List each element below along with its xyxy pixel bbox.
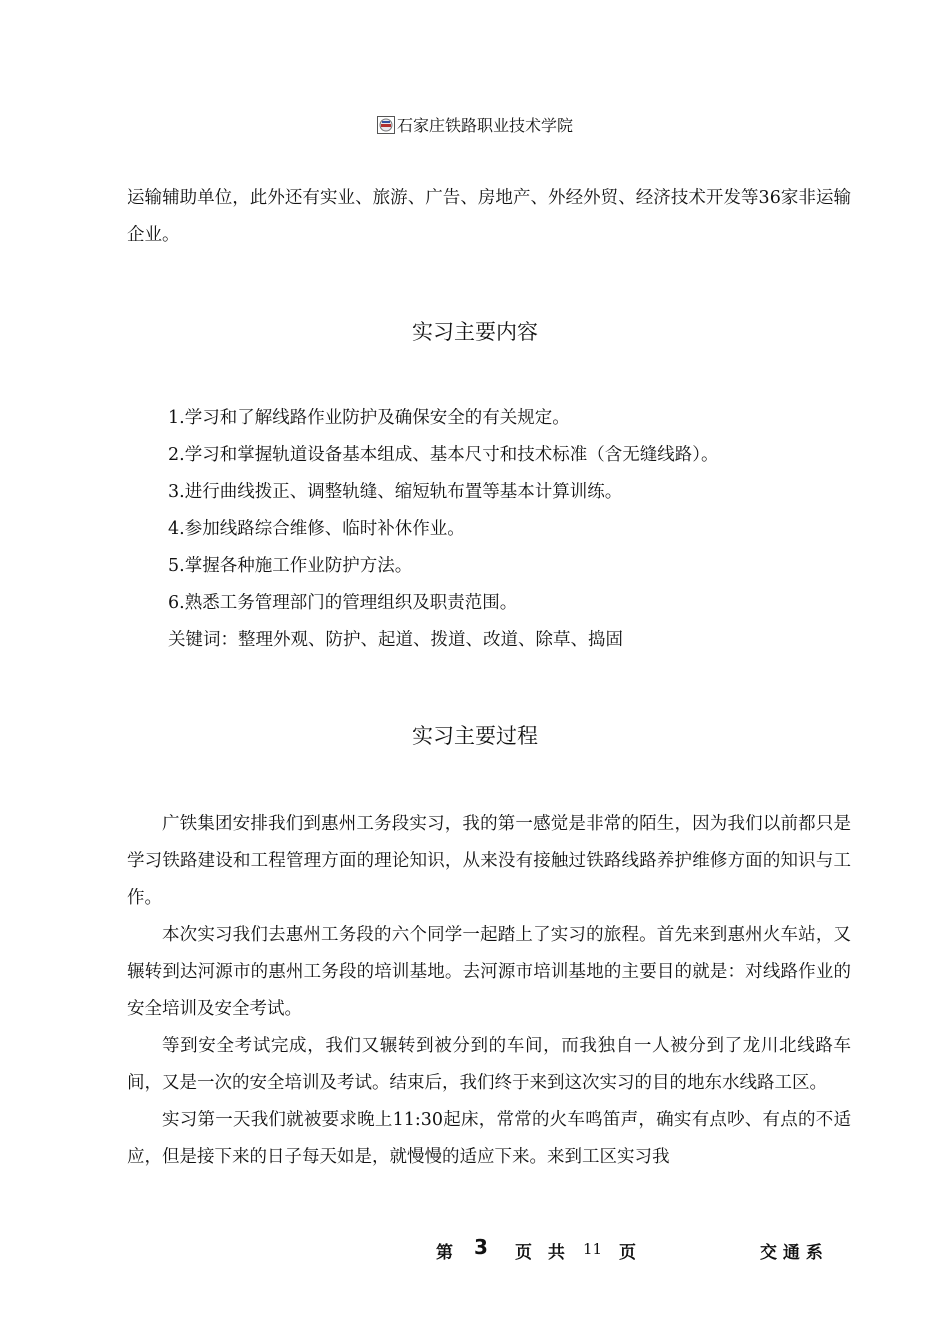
footer-ye-gong: 页 共	[515, 1243, 565, 1263]
total-pages: 11	[583, 1240, 603, 1258]
intro-paragraph: 运输辅助单位，此外还有实业、旅游、广告、房地产、外经外贸、经济技术开发等36家非运输企业。	[127, 188, 851, 245]
school-name: 石家庄铁路职业技术学院	[396, 116, 573, 135]
footer-di: 第	[436, 1243, 453, 1263]
paragraph: 本次实习我们去惠州工务段的六个同学一起踏上了实习的旅程。首先来到惠州火车站，又辗转到达河源市的惠州工务段的培训基地。去河源市培训基地的主要目的就是：对线路作业的安全培训及安全考试。	[127, 925, 851, 1019]
list-item: 1.学习和了解线路作业防护及确保安全的有关规定。	[168, 408, 570, 428]
list-item: 6.熟悉工务管理部门的管理组织及职责范围。	[168, 593, 518, 613]
school-logo-icon	[377, 116, 395, 134]
page-header	[0, 113, 950, 136]
list-item: 3.进行曲线拨正、调整轨缝、缩短轨布置等基本计算训练。	[168, 482, 623, 502]
page-footer	[0, 1235, 950, 1268]
process-text	[127, 806, 851, 1176]
page-number: 3	[474, 1235, 488, 1259]
intro-block	[127, 180, 851, 254]
section-title-content: 实习主要内容	[412, 320, 538, 344]
list-item: 2.学习和掌握轨道设备基本组成、基本尺寸和技术标准（含无缝线路）。	[168, 445, 719, 465]
department-name: 交 通 系	[760, 1243, 823, 1263]
paragraph: 实习第一天我们就被要求晚上11:30起床，常常的火车鸣笛声，确实有点吵、有点的不适应，但是接下来的日子每天如是，就慢慢的适应下来。来到工区实习我	[127, 1110, 851, 1167]
footer-ye: 页	[619, 1243, 636, 1263]
keywords-line: 关键词：整理外观、防护、起道、拨道、改道、除草、捣固	[168, 630, 623, 650]
section-title-process: 实习主要过程	[412, 724, 538, 748]
paragraph: 广铁集团安排我们到惠州工务段实习，我的第一感觉是非常的陌生，因为我们以前都只是学习铁路建设和工程管理方面的理论知识，从来没有接触过铁路线路养护维修方面的知识与工作。	[127, 814, 851, 908]
list-item: 5.掌握各种施工作业防护方法。	[168, 556, 413, 576]
content-list	[168, 400, 858, 659]
list-item: 4.参加线路综合维修、临时补休作业。	[168, 519, 465, 539]
paragraph: 等到安全考试完成，我们又辗转到被分到的车间，而我独自一人被分到了龙川北线路车间，又是一次的安全培训及考试。结束后，我们终于来到这次实习的目的地东水线路工区。	[127, 1036, 851, 1093]
